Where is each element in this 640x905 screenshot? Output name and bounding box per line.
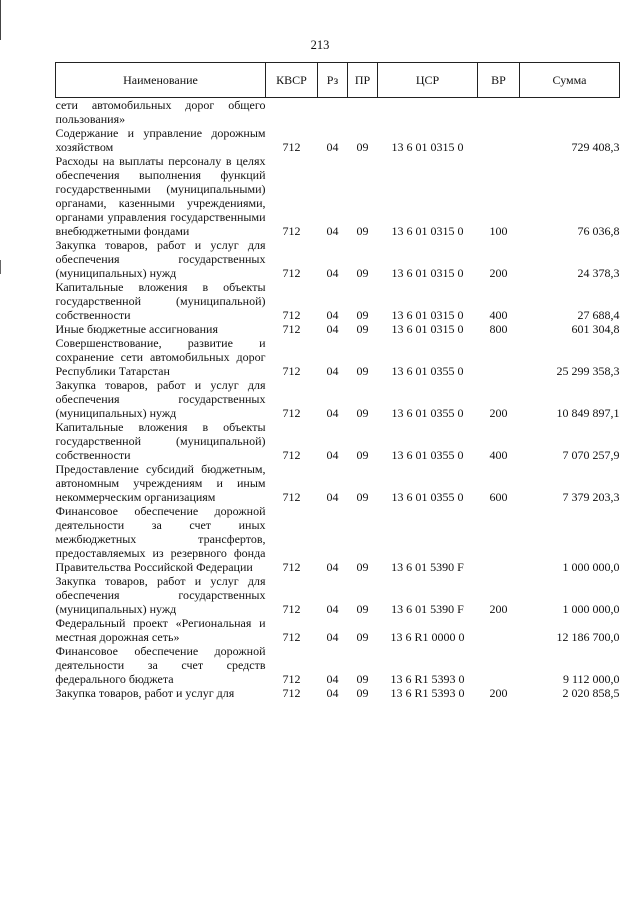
row-sum: 27 688,4 [577,308,620,322]
row-kvsr [266,98,318,127]
row-name: Содержание и управление дорожным хозяйством [55,126,266,154]
row-vr [478,504,520,574]
row-vr: 400 [489,308,508,322]
header-rz: Рз [318,63,348,98]
row-pr: 09 [356,560,369,574]
row-sum [520,98,620,127]
row-csr: 13 6 01 5390 F [391,602,464,616]
table-row [56,322,620,336]
row-sum: 601 304,8 [571,322,620,336]
row-name: Финансовое обеспечение дорожной деятельности за счет иных межбюджетных трансфертов, предоставляемых из резервного фонда Правительства Российской Федерации [55,504,266,574]
row-vr [478,126,520,154]
row-rz: 04 [326,448,339,462]
row-name: Капитальные вложения в объекты государственной (муниципальной) собственности [55,420,266,462]
header-name: Наименование [56,63,266,98]
row-sum: 729 408,3 [571,140,620,154]
row-pr: 09 [356,406,369,420]
row-vr: 800 [489,322,508,336]
row-vr: 600 [489,490,508,504]
row-sum: 76 036,8 [577,224,620,238]
scan-edge-mark [0,260,1,274]
row-kvsr: 712 [282,322,301,336]
row-kvsr: 712 [282,448,301,462]
row-kvsr: 712 [282,490,301,504]
budget-table [55,62,620,700]
row-vr: 200 [489,602,508,616]
row-rz: 04 [326,266,339,280]
row-pr: 09 [356,630,369,644]
row-rz: 04 [326,602,339,616]
table-row [56,686,620,700]
row-sum: 12 186 700,0 [556,630,620,644]
row-csr: 13 6 01 0315 0 [391,140,464,154]
row-name: Закупка товаров, работ и услуг для обеспечения государственных (муниципальных) нужд [55,574,266,616]
row-pr: 09 [356,308,369,322]
row-rz: 04 [326,224,339,238]
row-sum: 1 000 000,0 [562,560,620,574]
page-number: 213 [310,38,330,52]
row-kvsr: 712 [282,364,301,378]
row-kvsr: 712 [282,602,301,616]
row-vr: 200 [489,266,508,280]
row-name: Финансовое обеспечение дорожной деятельности за счет средств федерального бюджета [55,644,266,686]
table-row [56,336,620,378]
row-csr: 13 6 01 0315 0 [391,308,464,322]
row-kvsr: 712 [282,686,301,700]
row-vr [478,98,520,127]
row-pr: 09 [356,266,369,280]
row-rz: 04 [326,490,339,504]
row-kvsr: 712 [282,224,301,238]
row-name: Капитальные вложения в объекты государственной (муниципальной) собственности [55,280,266,322]
row-csr: 13 6 01 0355 0 [391,490,464,504]
row-kvsr: 712 [282,266,301,280]
row-vr: 200 [489,406,508,420]
row-sum: 25 299 358,3 [556,364,620,378]
row-sum: 1 000 000,0 [562,602,620,616]
row-name: Закупка товаров, работ и услуг для обеспечения государственных (муниципальных) нужд [55,378,266,420]
row-kvsr: 712 [282,630,301,644]
header-kvsr: КВСР [266,63,318,98]
row-rz: 04 [326,364,339,378]
row-name: Совершенствование, развитие и сохранение сети автомобильных дорог Республики Татарстан [55,336,266,378]
table-row [56,644,620,686]
row-rz: 04 [326,140,339,154]
row-vr: 200 [489,686,508,700]
row-csr: 13 6 R1 5393 0 [390,672,465,686]
row-name: Федеральный проект «Региональная и местная дорожная сеть» [55,616,266,644]
row-rz: 04 [326,322,339,336]
table-row [56,574,620,616]
row-name: сети автомобильных дорог общего пользования» [55,98,266,126]
header-csr: ЦСР [378,63,478,98]
row-rz: 04 [326,308,339,322]
row-vr [478,616,520,644]
row-pr: 09 [356,686,369,700]
row-name: Закупка товаров, работ и услуг для обеспечения государственных (муниципальных) нужд [55,238,266,280]
row-pr: 09 [356,364,369,378]
row-csr: 13 6 01 0355 0 [391,448,464,462]
row-csr [378,98,478,127]
row-kvsr: 712 [282,308,301,322]
row-vr: 100 [489,224,508,238]
row-rz: 04 [326,672,339,686]
row-pr: 09 [356,448,369,462]
scan-edge-mark [0,0,1,40]
row-csr: 13 6 R1 0000 0 [390,630,465,644]
table-row [56,98,620,127]
row-name: Предоставление субсидий бюджетным, автономным учреждениям и иным некоммерческим организациям [55,462,266,504]
row-sum: 10 849 897,1 [556,406,620,420]
row-sum: 24 378,3 [577,266,620,280]
row-vr [478,336,520,378]
row-csr: 13 6 R1 5393 0 [390,686,465,700]
table-header-row [56,63,620,98]
header-sum: Сумма [520,63,620,98]
row-rz [318,98,348,127]
row-vr [478,644,520,686]
row-csr: 13 6 01 0355 0 [391,364,464,378]
row-rz: 04 [326,406,339,420]
row-csr: 13 6 01 5390 F [391,560,464,574]
table-row [56,462,620,504]
table-row [56,378,620,420]
row-csr: 13 6 01 0315 0 [391,322,464,336]
row-sum: 7 379 203,3 [562,490,620,504]
table-row [56,616,620,644]
row-rz: 04 [326,630,339,644]
table-row [56,154,620,238]
table-row [56,420,620,462]
row-pr: 09 [356,224,369,238]
row-sum: 7 070 257,9 [562,448,620,462]
row-pr: 09 [356,322,369,336]
row-kvsr: 712 [282,672,301,686]
row-vr: 400 [489,448,508,462]
row-pr: 09 [356,602,369,616]
header-pr: ПР [348,63,378,98]
row-name: Иные бюджетные ассигнования [55,322,218,336]
row-pr: 09 [356,140,369,154]
row-sum: 9 112 000,0 [562,672,620,686]
row-rz: 04 [326,560,339,574]
table-row [56,504,620,574]
table-row [56,126,620,154]
table-row [56,280,620,322]
row-rz: 04 [326,686,339,700]
row-pr [348,98,378,127]
table-row [56,238,620,280]
row-name: Расходы на выплаты персоналу в целях обеспечения выполнения функций государственными (муниципальными) органами, казенными учреждениями, органами управления государственными внебюджетными фондами [55,154,266,238]
row-pr: 09 [356,490,369,504]
row-kvsr: 712 [282,406,301,420]
row-csr: 13 6 01 0315 0 [391,224,464,238]
row-kvsr: 712 [282,140,301,154]
row-pr: 09 [356,672,369,686]
row-name: Закупка товаров, работ и услуг для [55,686,235,700]
header-vr: ВР [478,63,520,98]
row-csr: 13 6 01 0315 0 [391,266,464,280]
row-kvsr: 712 [282,560,301,574]
row-sum: 2 020 858,5 [562,686,620,700]
row-csr: 13 6 01 0355 0 [391,406,464,420]
